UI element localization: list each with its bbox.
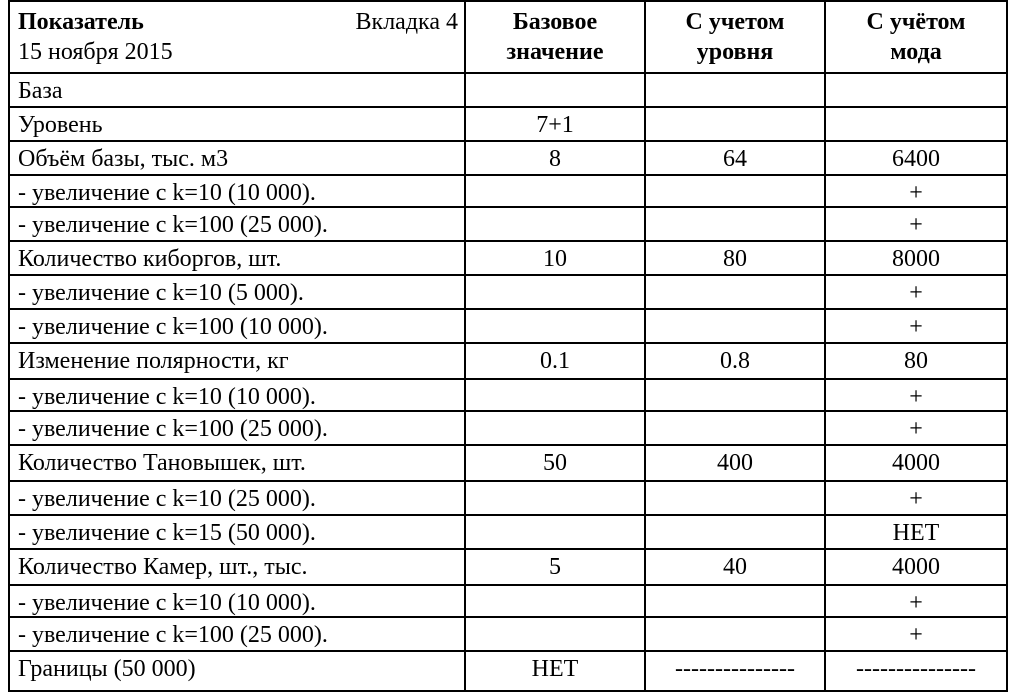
mod-value-cell: + [909,280,923,306]
level-value-cell [646,516,824,550]
row-divider [8,480,1008,482]
row-label: Уровень [18,112,103,138]
mod-value-cell: 6400 [892,146,940,172]
mod-value-cell: + [909,212,923,238]
level-value-cell [646,412,824,446]
table-row [0,482,1008,516]
row-divider [8,650,1008,652]
row-label: Границы (50 000) [18,656,196,682]
mod-value-cell: 4000 [892,450,940,476]
mod-value-cell: 80 [904,348,928,374]
row-divider [8,106,1008,108]
table-row [0,310,1008,344]
base-value-cell: 5 [549,554,561,580]
mod-value-cell: + [909,314,923,340]
base-value-cell [466,586,644,620]
table-row [0,516,1008,550]
header-level-line1: С учетом [685,9,785,35]
mod-value-cell [826,108,1006,142]
table-row [0,74,1008,108]
row-divider [8,140,1008,142]
base-value-cell [466,380,644,414]
level-value-cell: 80 [723,246,747,272]
level-value-cell [646,380,824,414]
row-label: - увеличение с k=100 (25 000). [18,212,328,238]
column-divider [644,0,646,692]
base-value-cell [466,208,644,242]
mod-value-cell: --------------- [856,656,976,682]
row-divider [8,342,1008,344]
base-value-cell: 7+1 [536,112,574,138]
base-value-cell: 10 [543,246,567,272]
header-mod-value [826,0,1006,74]
mod-value-cell: + [909,180,923,206]
table-row [0,344,1008,378]
row-label: - увеличение с k=100 (25 000). [18,622,328,648]
header-indicator-cell [8,0,464,74]
row-label: Количество киборгов, шт. [18,246,282,272]
base-value-cell [466,176,644,210]
row-label: - увеличение с k=10 (10 000). [18,590,316,616]
table-row [0,618,1008,652]
level-value-cell [646,618,824,652]
table-row [0,412,1008,446]
row-label: - увеличение с k=10 (25 000). [18,486,316,512]
base-value-cell [466,482,644,516]
column-divider [824,0,826,692]
row-divider [8,206,1008,208]
row-divider [8,274,1008,276]
table-row [0,208,1008,242]
level-value-cell [646,310,824,344]
table-row [0,176,1008,210]
header-level-value [646,0,824,74]
level-value-cell [646,276,824,310]
row-divider [8,444,1008,446]
row-divider [8,378,1008,380]
report-date: 15 ноября 2015 [18,39,173,65]
base-value-cell: 0.1 [540,348,570,374]
row-label: Количество Камер, шт., тыс. [18,554,308,580]
table-row [0,276,1008,310]
base-value-cell [466,516,644,550]
table-header [0,0,1008,74]
row-divider [8,616,1008,618]
indicator-title: Показатель [18,9,144,35]
mod-value-cell: + [909,590,923,616]
mod-value-cell: НЕТ [892,520,940,546]
row-label: Объём базы, тыс. м3 [18,146,229,172]
table-row [0,652,1008,686]
row-divider [8,174,1008,176]
row-label: - увеличение с k=100 (25 000). [18,416,328,442]
row-label: - увеличение с k=10 (10 000). [18,384,316,410]
level-value-cell [646,586,824,620]
row-divider [8,308,1008,310]
row-divider [8,584,1008,586]
tab-label: Вкладка 4 [355,9,458,35]
mod-value-cell: + [909,416,923,442]
header-base-value [466,0,644,74]
row-divider [8,0,1008,2]
base-value-cell [466,276,644,310]
row-label: - увеличение с k=100 (10 000). [18,314,328,340]
mod-value-cell: 8000 [892,246,940,272]
row-label: База [18,78,63,104]
table-row [0,380,1008,414]
level-value-cell: 64 [723,146,747,172]
table-row [0,446,1008,480]
row-label: - увеличение с k=10 (5 000). [18,280,304,306]
table-row [0,142,1008,176]
header-base-line2: значение [506,39,604,65]
mod-value-cell [826,74,1006,108]
column-divider [464,0,466,692]
header-base-line1: Базовое [512,9,598,35]
base-value-cell [466,74,644,108]
row-divider [8,514,1008,516]
table-row [0,242,1008,276]
mod-value-cell: + [909,486,923,512]
mod-value-cell: + [909,622,923,648]
row-divider [8,240,1008,242]
row-divider [8,410,1008,412]
header-mod-line1: С учётом [866,9,966,35]
row-divider [8,548,1008,550]
base-value-cell [466,412,644,446]
level-value-cell: 40 [723,554,747,580]
header-mod-line2: мода [890,39,942,65]
row-label: Количество Тановышек, шт. [18,450,306,476]
base-value-cell [466,310,644,344]
row-label: - увеличение с k=15 (50 000). [18,520,316,546]
column-divider [1006,0,1008,692]
table-row [0,550,1008,584]
base-value-cell: 50 [543,450,567,476]
row-label: - увеличение с k=10 (10 000). [18,180,316,206]
table-row [0,586,1008,620]
header-level-line2: уровня [696,39,774,65]
base-value-cell [466,618,644,652]
table-row [0,108,1008,142]
level-value-cell [646,74,824,108]
level-value-cell: --------------- [675,656,795,682]
level-value-cell: 0.8 [720,348,750,374]
mod-value-cell: + [909,384,923,410]
level-value-cell [646,108,824,142]
row-divider [8,72,1008,74]
mod-value-cell: 4000 [892,554,940,580]
base-value-cell: НЕТ [531,656,579,682]
level-value-cell: 400 [717,450,753,476]
column-divider [8,0,10,692]
row-divider [8,690,1008,692]
level-value-cell [646,208,824,242]
level-value-cell [646,176,824,210]
row-label: Изменение полярности, кг [18,348,289,374]
base-value-cell: 8 [549,146,561,172]
level-value-cell [646,482,824,516]
